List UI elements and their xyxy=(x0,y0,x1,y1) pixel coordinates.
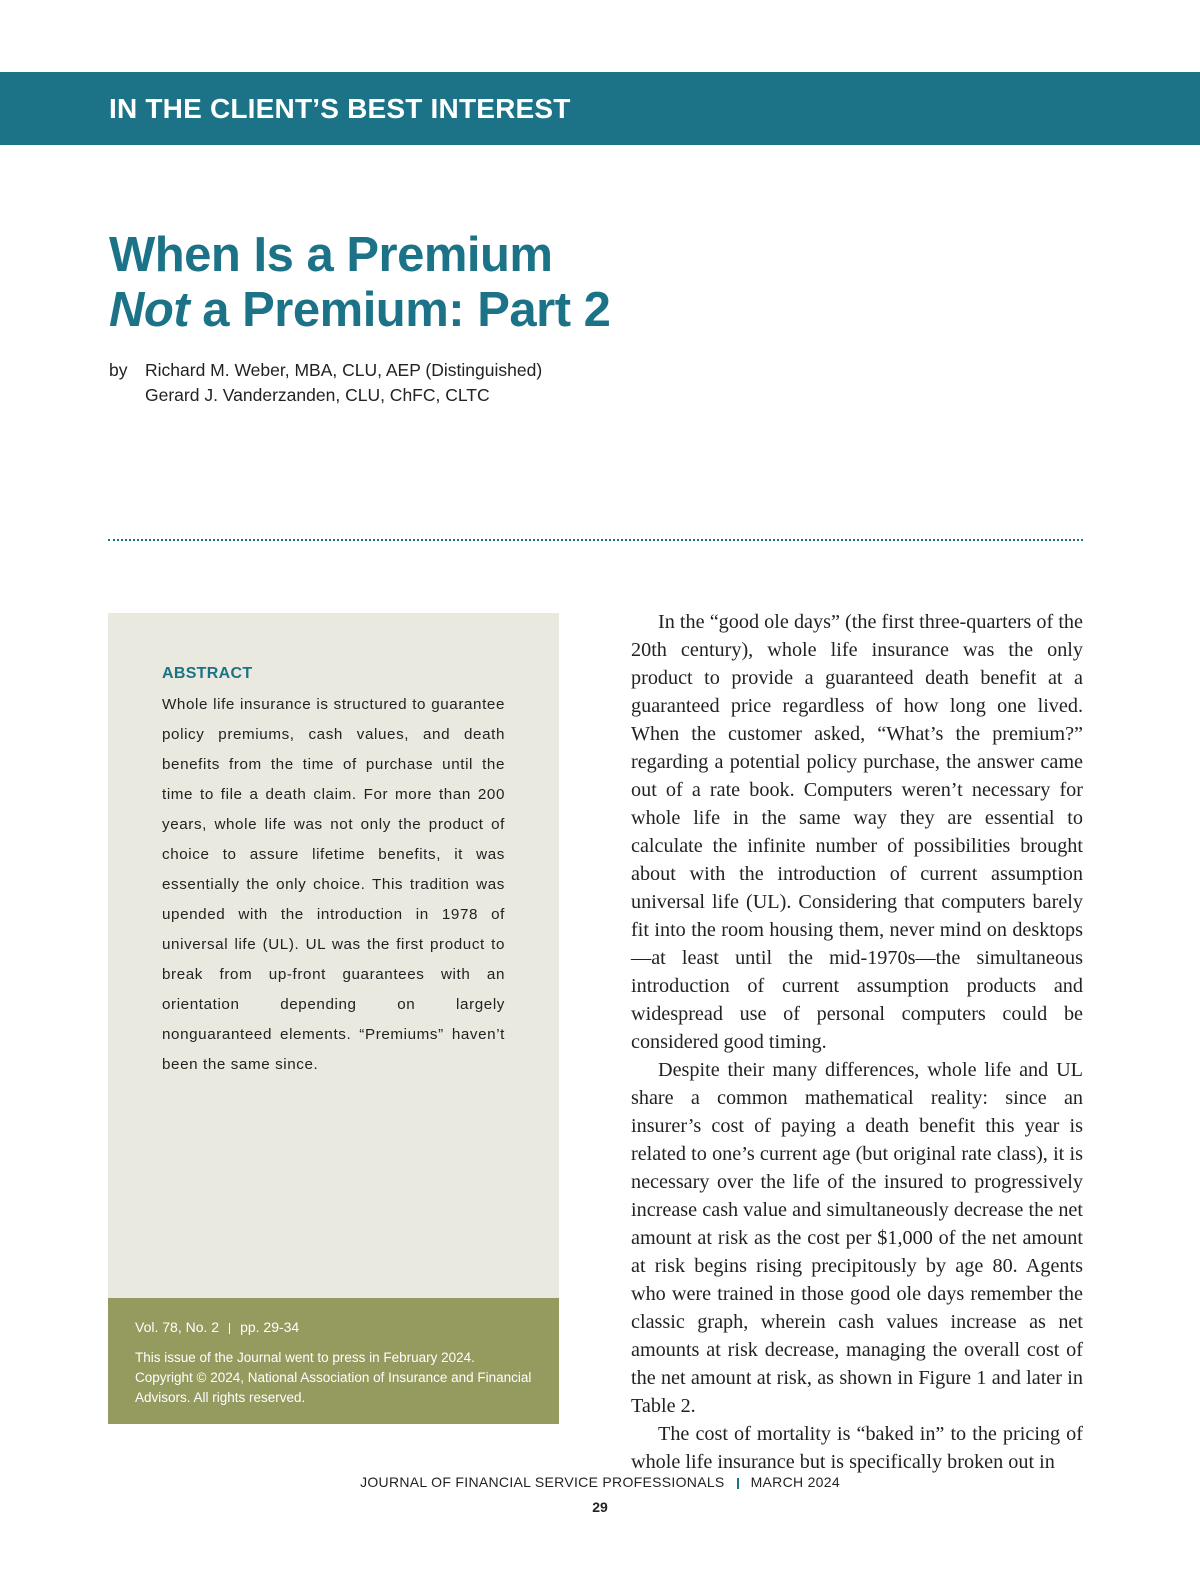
title-line-1: When Is a Premium xyxy=(109,228,553,282)
section-banner xyxy=(0,72,1200,145)
title-italic-word: Not xyxy=(109,283,190,337)
page-footer xyxy=(0,1474,1200,1490)
volume-number: Vol. 78, No. 2 xyxy=(135,1319,220,1335)
page-number: 29 xyxy=(592,1499,608,1515)
footer-separator xyxy=(737,1478,739,1489)
volume-line xyxy=(135,1318,299,1336)
byline-prefix: by xyxy=(109,360,128,380)
publication-info-box xyxy=(108,1298,559,1424)
volume-separator xyxy=(229,1323,230,1334)
abstract-text: Whole life insurance is structured to guarantee policy premiums, cash values, and death benefits from the time of purchase until the time to file a death claim. For more than 200 years, whole life was not only the product of choice to assure lifetime benefits, it was essentially the only choice. This tradition was upended with the introduction in 1978 of universal life (UL). UL was the first product to break from up-front guarantees with an orientation depending on largely nonguaranteed elements. “Premiums” haven’t been the same since. xyxy=(162,696,505,1073)
issue-date: MARCH 2024 xyxy=(750,1474,840,1490)
article-title xyxy=(109,228,809,338)
section-label: IN THE CLIENT’S BEST INTEREST xyxy=(109,93,571,124)
body-paragraph-1: In the “good ole days” (the first three-quarters of the 20th century), whole life insurance was the only product to provide a guaranteed death benefit at a guaranteed price regardless of how long one lived. When the customer asked, “What’s the premium?” regarding a potential policy purchase, the answer came out of a rate book. Computers weren’t necessary for whole life in the same way they are essential to calculate the infinite number of possibilities brought about with the introduction of current assumption universal life (UL). Considering that computers barely fit into the room housing them, never mind on desktops—at least until the mid-1970s—the simultaneous introduction of current assumption products and widespread use of personal computers could be considered good timing. xyxy=(631,611,1083,1053)
page-range: pp. 29-34 xyxy=(240,1319,300,1335)
dotted-divider xyxy=(108,539,1083,541)
journal-name: JOURNAL OF FINANCIAL SERVICE PROFESSIONALS xyxy=(360,1474,725,1490)
author-list xyxy=(145,358,542,408)
author-1: Richard M. Weber, MBA, CLU, AEP (Distinguished) xyxy=(145,360,543,380)
author-2: Gerard J. Vanderzanden, CLU, ChFC, CLTC xyxy=(145,385,490,405)
abstract-box xyxy=(108,613,559,1298)
body-paragraph-3: The cost of mortality is “baked in” to the pricing of whole life insurance but is specifically broken out in xyxy=(631,1423,1083,1473)
title-line-2 xyxy=(109,283,809,338)
press-copyright: This issue of the Journal went to press in February 2024. Copyright © 2024, National Association of Insurance and Financial Advisors. All rights reserved. xyxy=(135,1350,532,1405)
abstract-heading: ABSTRACT xyxy=(162,665,253,682)
body-paragraph-2: Despite their many differences, whole life and UL share a common mathematical reality: since an insurer’s cost of paying a death benefit this year is related to one’s current age (but original rate class), it is necessary over the life of the insured to progressively increase cash value and simultaneously decrease the net amount at risk as the cost per $1,000 of the net amount at risk begins rising precipitously by age 80. Agents who were trained in those good ole days remember the classic graph, wherein cash values increase as net amounts at risk decrease, managing the overall cost of the net amount at risk, as shown in Figure 1 and later in Table 2. xyxy=(631,1059,1083,1417)
article-body xyxy=(631,608,1083,1476)
title-line-2-rest: a Premium: Part 2 xyxy=(189,283,611,337)
